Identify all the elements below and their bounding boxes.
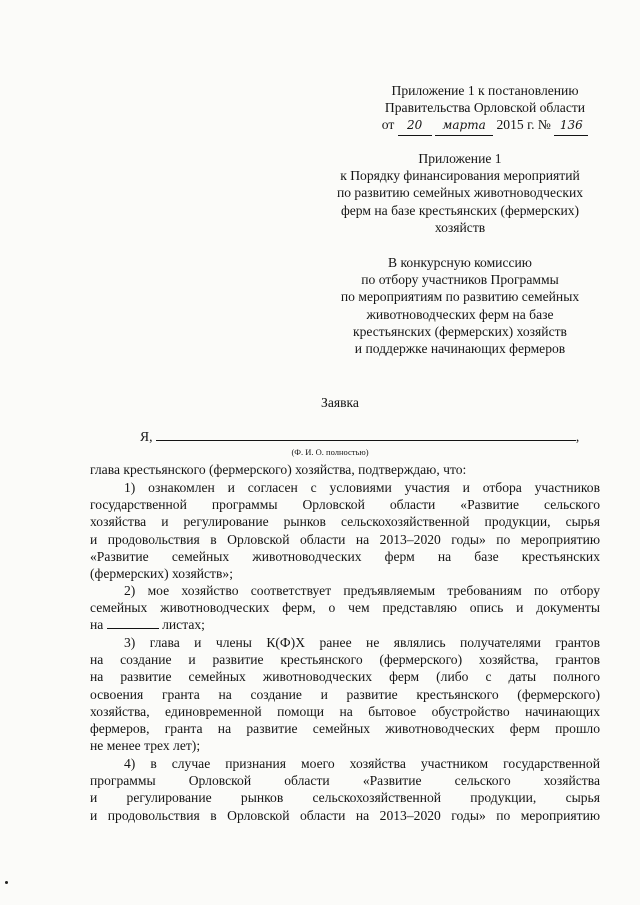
appendix-line-4: ферм на базе крестьянских (фермерских) [340, 202, 580, 218]
p3-line: на развитие семейных животноводческих ферм (либо с даты полного [90, 669, 600, 685]
addressee-line-6: и поддержке начинающих фермеров [354, 341, 566, 357]
scan-speck [5, 881, 8, 884]
applicant-prefix: Я, [140, 429, 153, 444]
applicant-suffix: , [575, 429, 580, 444]
p3-line: не менее трех лет); [90, 738, 201, 754]
addressee-line-3: по мероприятиям по развитию семейных [340, 289, 580, 305]
addressee-line-4: животноводческих ферм на базе [366, 306, 554, 322]
addressee-block [305, 254, 615, 357]
date-prefix: от [381, 117, 395, 133]
date-year-text: 2015 г. № [496, 117, 551, 133]
applicant-name-field [156, 428, 576, 441]
p1-line: государственной программы Орловской области «Развитие сельского [90, 497, 600, 513]
p1-line: и продовольствия в Орловской области на 2013–2020 годы» по мероприятию [90, 531, 600, 547]
paragraph-3 [90, 634, 600, 754]
header-block [355, 82, 615, 136]
p2-line: семейных животноводческих ферм, о чем представляю опись и документы [90, 600, 600, 616]
p3-line: освоения гранта на создание и развитие крестьянского (фермерского) [90, 686, 600, 702]
applicant-continuation: глава крестьянского (фермерского) хозяйства, подтверждаю, что: [90, 462, 467, 477]
p1-line: (фермерских) хозяйств»; [90, 566, 233, 582]
p3-line: 3) глава и члены К(Ф)Х ранее не являлись получателями грантов [124, 635, 600, 650]
p2-suffix: листах; [162, 617, 205, 633]
handwritten-number: 136 [554, 117, 588, 135]
paragraph-4 [90, 755, 600, 824]
applicant-line [140, 428, 605, 445]
paragraph-2 [90, 582, 600, 634]
p4-line: программы Орловской области «Развитие сельского хозяйства [90, 773, 600, 789]
paragraph-1 [90, 479, 600, 582]
p1-line: 1) ознакомлен и согласен с условиями участия и отбора участников [124, 480, 600, 495]
header-line-2: Правительства Орловской области [384, 100, 586, 116]
p2-line: 2) мое хозяйство соответствует предъявляемым требованиям по отбору [124, 583, 600, 598]
appendix-block [305, 150, 615, 236]
p1-line: «Развитие семейных животноводческих ферм на базе крестьянских [90, 548, 600, 564]
handwritten-day: 20 [398, 117, 432, 135]
p4-line: 4) в случае признания моего хозяйства участником государственной [124, 756, 600, 771]
applicant-hint: (Ф. И. О. полностью) [291, 447, 369, 457]
appendix-line-2: к Порядку финансирования мероприятий [340, 168, 580, 184]
p2-prefix: на [90, 617, 104, 633]
p2-last-line [90, 616, 600, 633]
handwritten-month: марта [435, 117, 493, 135]
addressee-line-5: крестьянских (фермерских) хозяйств [353, 323, 567, 339]
appendix-line-1: Приложение 1 [418, 151, 502, 166]
header-date-line [355, 116, 615, 135]
p4-line: и регулирование рынков сельскохозяйственной продукции, сырья [90, 790, 600, 806]
addressee-line-1: В конкурсную комиссию [388, 255, 532, 270]
document-title: Заявка [321, 395, 359, 410]
p3-line: на создание и развитие крестьянского (фермерского) хозяйства, грантов [90, 652, 600, 668]
p4-line: и продовольствия в Орловской области на 2013–2020 годы» по мероприятию [90, 807, 600, 823]
header-line-1: Приложение 1 к постановлению [391, 83, 579, 98]
appendix-line-3: по развитию семейных животноводческих [336, 185, 584, 201]
addressee-line-2: по отбору участников Программы [361, 272, 559, 288]
p3-line: хозяйства, единовременной помощи на бытовое обустройство начинающих [90, 703, 600, 719]
p3-line: фермеров, гранта на развитие семейных животноводческих ферм прошло [90, 721, 600, 737]
sheet-count-field [107, 616, 159, 629]
p1-line: хозяйства и регулирование рынков сельскохозяйственной продукции, сырья [90, 514, 600, 530]
appendix-line-5: хозяйств [434, 219, 486, 235]
